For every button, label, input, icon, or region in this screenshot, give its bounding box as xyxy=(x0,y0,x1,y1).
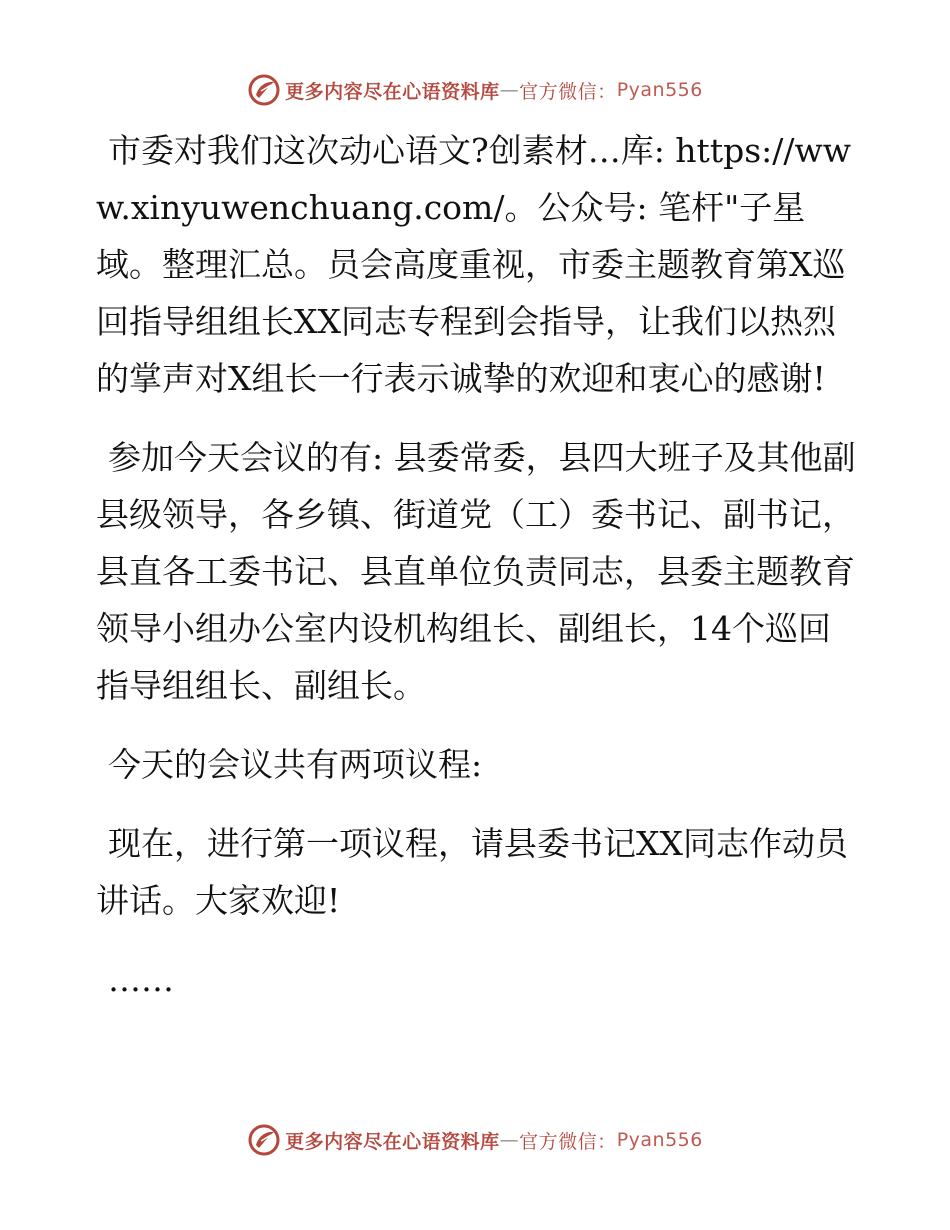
watermark-wechat-label: 官方微信： xyxy=(519,80,617,103)
paragraph-first-item: 现在，进行第一项议程，请县委书记XX同志作动员讲话。大家欢迎! xyxy=(96,824,848,920)
watermark-wechat-id: Pyan556 xyxy=(616,79,703,101)
brand-logo-icon xyxy=(247,1123,281,1157)
brand-logo-icon xyxy=(247,73,281,107)
watermark-wechat-id: Pyan556 xyxy=(616,1129,703,1151)
watermark-separator: — xyxy=(499,1129,520,1151)
paragraph-agenda: 今天的会议共有两项议程: xyxy=(108,745,483,784)
watermark-separator: — xyxy=(499,79,520,101)
paragraph-attendees: 参加今天会议的有: 县委常委，县四大班子及其他副县级领导，各乡镇、街道党（工）委书记、副书记，县直各工委书记、县直单位负责同志，县委主题教育领导小组办公室内设机构组长、副组长，14个巡回指导组组长、副组长。 xyxy=(96,438,856,705)
watermark-main-text: 更多内容尽在心语资料库 xyxy=(285,80,500,103)
paragraph-ellipsis: …… xyxy=(108,960,174,999)
paragraph-opening: 市委对我们这次动心语文?创素材…库: https://www.xinyuwenchuang.com/。公众号: 笔杆"子星域。整理汇总。员会高度重视，市委主题教育第X巡回指导组组长XX同志专程到会指导，让我们以热烈的掌声对X组长一行表示诚挚的欢迎和衷心的感谢! xyxy=(96,131,851,398)
header-watermark xyxy=(0,70,950,110)
footer-watermark xyxy=(0,1120,950,1160)
watermark-wechat-label: 官方微信： xyxy=(519,1130,617,1153)
document-body xyxy=(96,122,856,1030)
watermark-main-text: 更多内容尽在心语资料库 xyxy=(285,1130,500,1153)
